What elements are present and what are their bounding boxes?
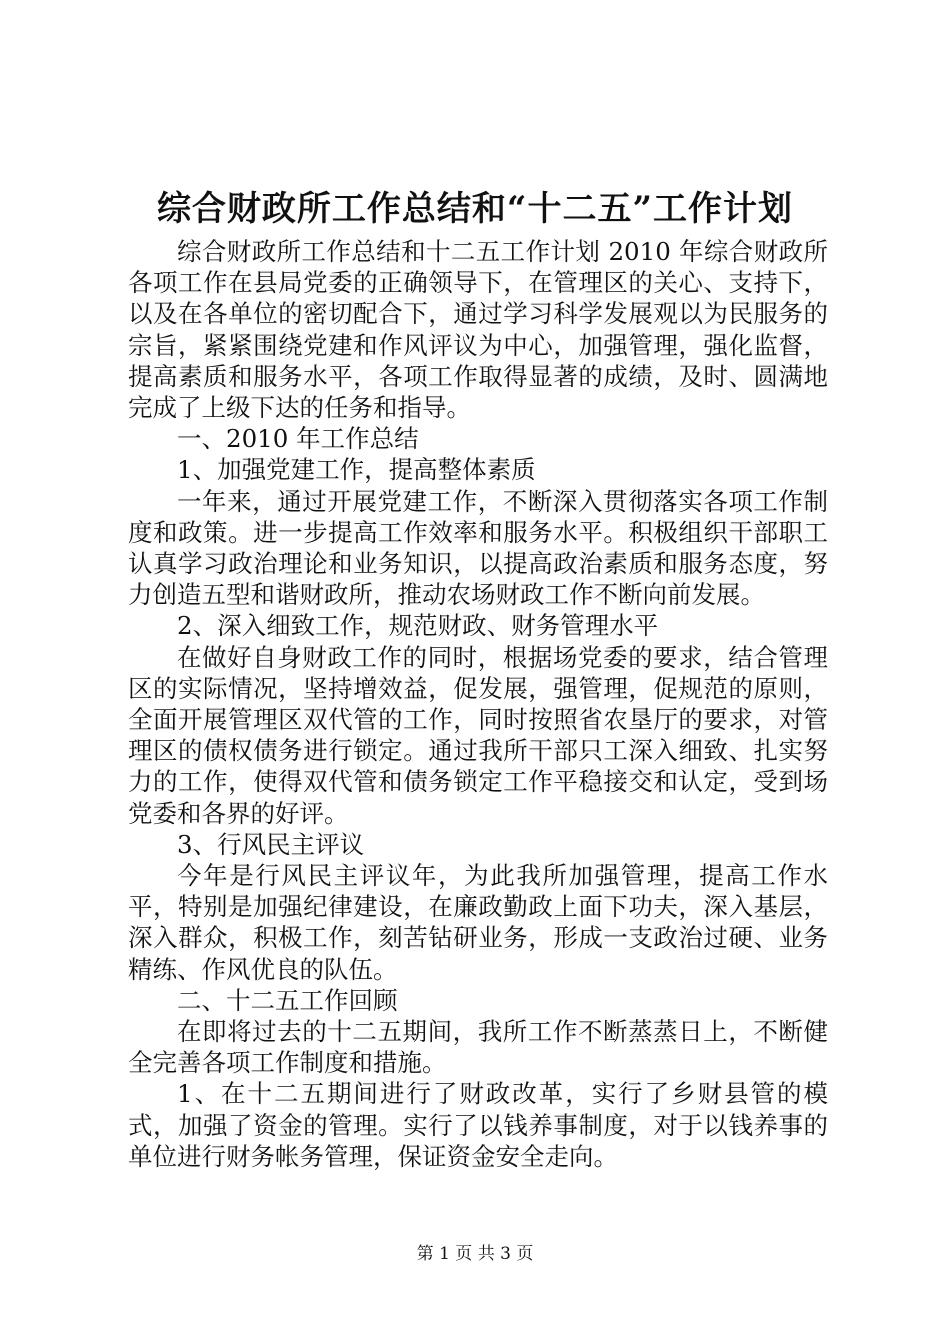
page-footer: 第 1 页 共 3 页: [416, 1244, 534, 1264]
subsection-heading-1-2: 2、深入细致工作，规范财政、财务管理水平: [177, 611, 659, 641]
paragraph-review-item-1: 1、在十二五期间进行了财政改革，实行了乡财县管的模式，加强了资金的管理。实行了以钱养事制度，对于以钱养事的单位进行财务帐务管理，保证资金安全走向。: [128, 1079, 828, 1171]
paragraph-conduct-review: 今年是行风民主评议年，为此我所加强管理，提高工作水平，特别是加强纪律建设，在廉政勤政上面下功夫，深入基层，深入群众，积极工作，刻苦钻研业务，形成一支政治过硬、业务精练、作风优良的队伍。: [128, 861, 828, 984]
subsection-heading-1-3: 3、行风民主评议: [177, 829, 365, 859]
section-heading-1: 一、2010 年工作总结: [177, 424, 419, 454]
paragraph-finance-management: 在做好自身财政工作的同时，根据场党委的要求，结合管理区的实际情况，坚持增效益，促发展，强管理，促规范的原则，全面开展管理区双代管的工作，同时按照省农垦厅的要求，对管理区的债权债务进行锁定。通过我所干部只工深入细致、扎实努力的工作，使得双代管和债务锁定工作平稳接交和认定，受到场党委和各界的好评。: [128, 642, 828, 828]
subsection-heading-1-1: 1、加强党建工作，提高整体素质: [177, 455, 536, 485]
document-title: 综合财政所工作总结和“十二五”工作计划: [156, 189, 794, 229]
section-heading-2: 二、十二五工作回顾: [177, 985, 398, 1015]
paragraph-review-intro: 在即将过去的十二五期间，我所工作不断蒸蒸日上，不断健全完善各项工作制度和措施。: [128, 1017, 828, 1078]
paragraph-party-building: 一年来，通过开展党建工作，不断深入贯彻落实各项工作制度和政策。进一步提高工作效率和服务水平。积极组织干部职工认真学习政治理论和业务知识，以提高政治素质和服务态度，努力创造五型和谐财政所，推动农场财政工作不断向前发展。: [128, 486, 828, 610]
intro-paragraph: 综合财政所工作总结和十二五工作计划 2010 年综合财政所各项工作在县局党委的正确领导下，在管理区的关心、支持下，以及在各单位的密切配合下，通过学习科学发展观以为民服务的宗旨，紧紧围绕党建和作风评议为中心，加强管理，强化监督，提高素质和服务水平，各项工作取得显著的成绩，及时、圆满地完成了上级下达的任务和指导。: [128, 237, 828, 423]
document-body: [128, 236, 828, 1172]
